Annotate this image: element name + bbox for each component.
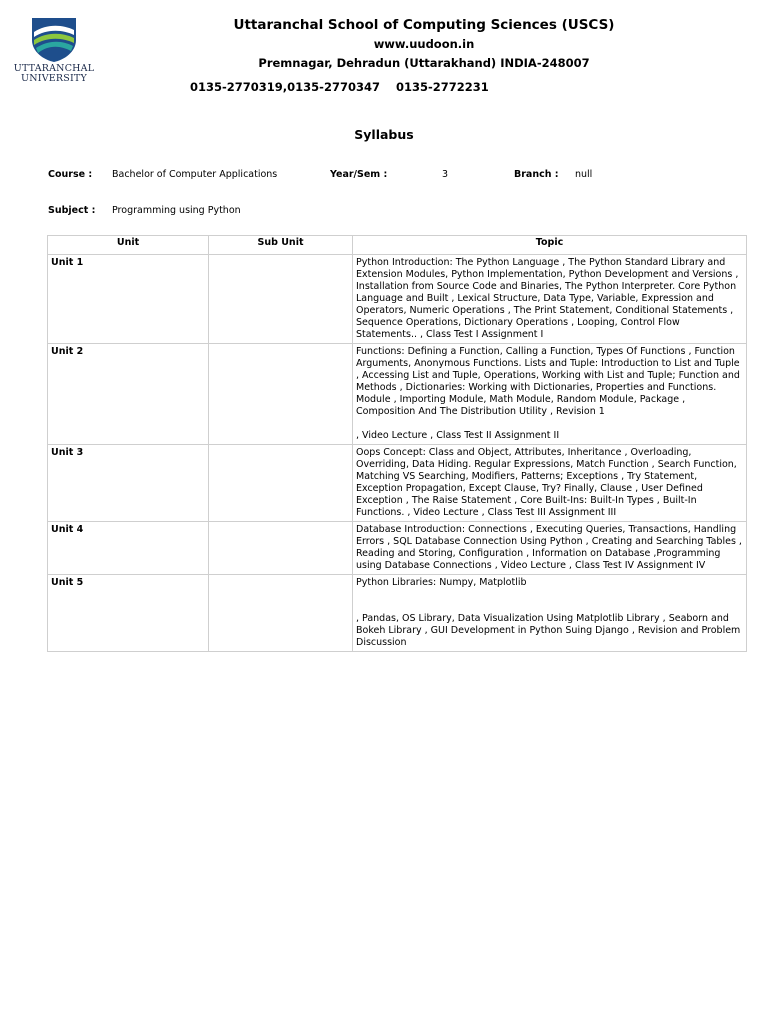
course-value: Bachelor of Computer Applications [112, 169, 278, 180]
table-row [48, 445, 747, 522]
topic-cell: Database Introduction: Connections , Executing Queries, Transactions, Handling Errors , SQL Database Connection Using Python , Creating and Searching Tables , Reading and Storing, Configuration , Information on Database ,Programming using Database Connections , Video Lecture , Class Test IV Assignment IV [353, 522, 747, 575]
table-row [48, 575, 747, 652]
course-label: Course : [48, 169, 93, 180]
subject-value: Programming using Python [112, 205, 241, 216]
logo-text-line2: UNIVERSITY [21, 73, 87, 84]
school-name: Uttaranchal School of Computing Sciences (USCS) [233, 17, 615, 33]
topic-cell: Functions: Defining a Function, Calling a Function, Types Of Functions , Function Arguments, Anonymous Functions. Lists and Tuple: Introduction to List and Tuple , Accessing List and Tuple, Operations, Working with List and Tuple; Function and Methods , Dictionaries: Working with Dictionaries, Properties and Functions. Module , Importing Module, Math Module, Random Module, Package , Composition And The Distribution Utility , Revision 1 , Video Lecture , Class Test II Assignment II [353, 344, 747, 445]
syllabus-table [47, 235, 747, 652]
logo-text-line1: UTTARANCHAL [13, 63, 95, 74]
phone-number-2: 0135-2772231 [396, 80, 489, 94]
topic-cell: Python Libraries: Numpy, Matplotlib , Pandas, OS Library, Data Visualization Using Matplotlib Library , Seaborn and Bokeh Library , GUI Development in Python Suing Django , Revision and Problem Discussion [353, 575, 747, 652]
page-title: Syllabus [354, 127, 414, 142]
sub-unit-cell [209, 255, 353, 344]
table-row [48, 522, 747, 575]
yearsem-label: Year/Sem : [330, 169, 388, 180]
subject-label: Subject : [48, 205, 96, 216]
unit-cell: Unit 3 [48, 445, 209, 522]
yearsem-value: 3 [442, 169, 449, 180]
address: Premnagar, Dehradun (Uttarakhand) INDIA-248007 [258, 56, 590, 70]
branch-value: null [575, 169, 593, 180]
unit-cell: Unit 4 [48, 522, 209, 575]
sub-unit-cell [209, 344, 353, 445]
website: www.uudoon.in [373, 37, 475, 51]
header-topic: Topic [353, 236, 747, 255]
unit-cell: Unit 1 [48, 255, 209, 344]
phone-numbers: 0135-2770319,0135-2770347 [190, 80, 380, 94]
table-header-row [48, 236, 747, 255]
unit-cell: Unit 5 [48, 575, 209, 652]
topic-cell: Python Introduction: The Python Language , The Python Standard Library and Extension Modules, Python Implementation, Python Development and Versions , Installation from Source Code and Binaries, The Python Interpreter. Core Python Language and Built , Lexical Structure, Data Type, Variable, Expression and Operators, Numeric Operations , The Print Statement, Conditional Statements , Sequence Operations, Dictionary Operations , Looping, Control Flow Statements.. , Class Test I Assignment I [353, 255, 747, 344]
header-unit: Unit [48, 236, 209, 255]
topic-cell: Oops Concept: Class and Object, Attributes, Inheritance , Overloading, Overriding, Data Hiding. Regular Expressions, Match Function , Search Function, Matching VS Searching, Modifiers, Patterns; Exceptions , Try Statement, Exception Propagation, Except Clause, Try? Finally, Clause , User Defined Exception , The Raise Statement , Core Built-Ins: Built-In Types , Built-In Functions. , Video Lecture , Class Test III Assignment III [353, 445, 747, 522]
sub-unit-cell [209, 575, 353, 652]
branch-label: Branch : [514, 169, 559, 180]
sub-unit-cell [209, 522, 353, 575]
unit-cell: Unit 2 [48, 344, 209, 445]
table-row [48, 255, 747, 344]
header-sub-unit: Sub Unit [209, 236, 353, 255]
sub-unit-cell [209, 445, 353, 522]
table-row [48, 344, 747, 445]
